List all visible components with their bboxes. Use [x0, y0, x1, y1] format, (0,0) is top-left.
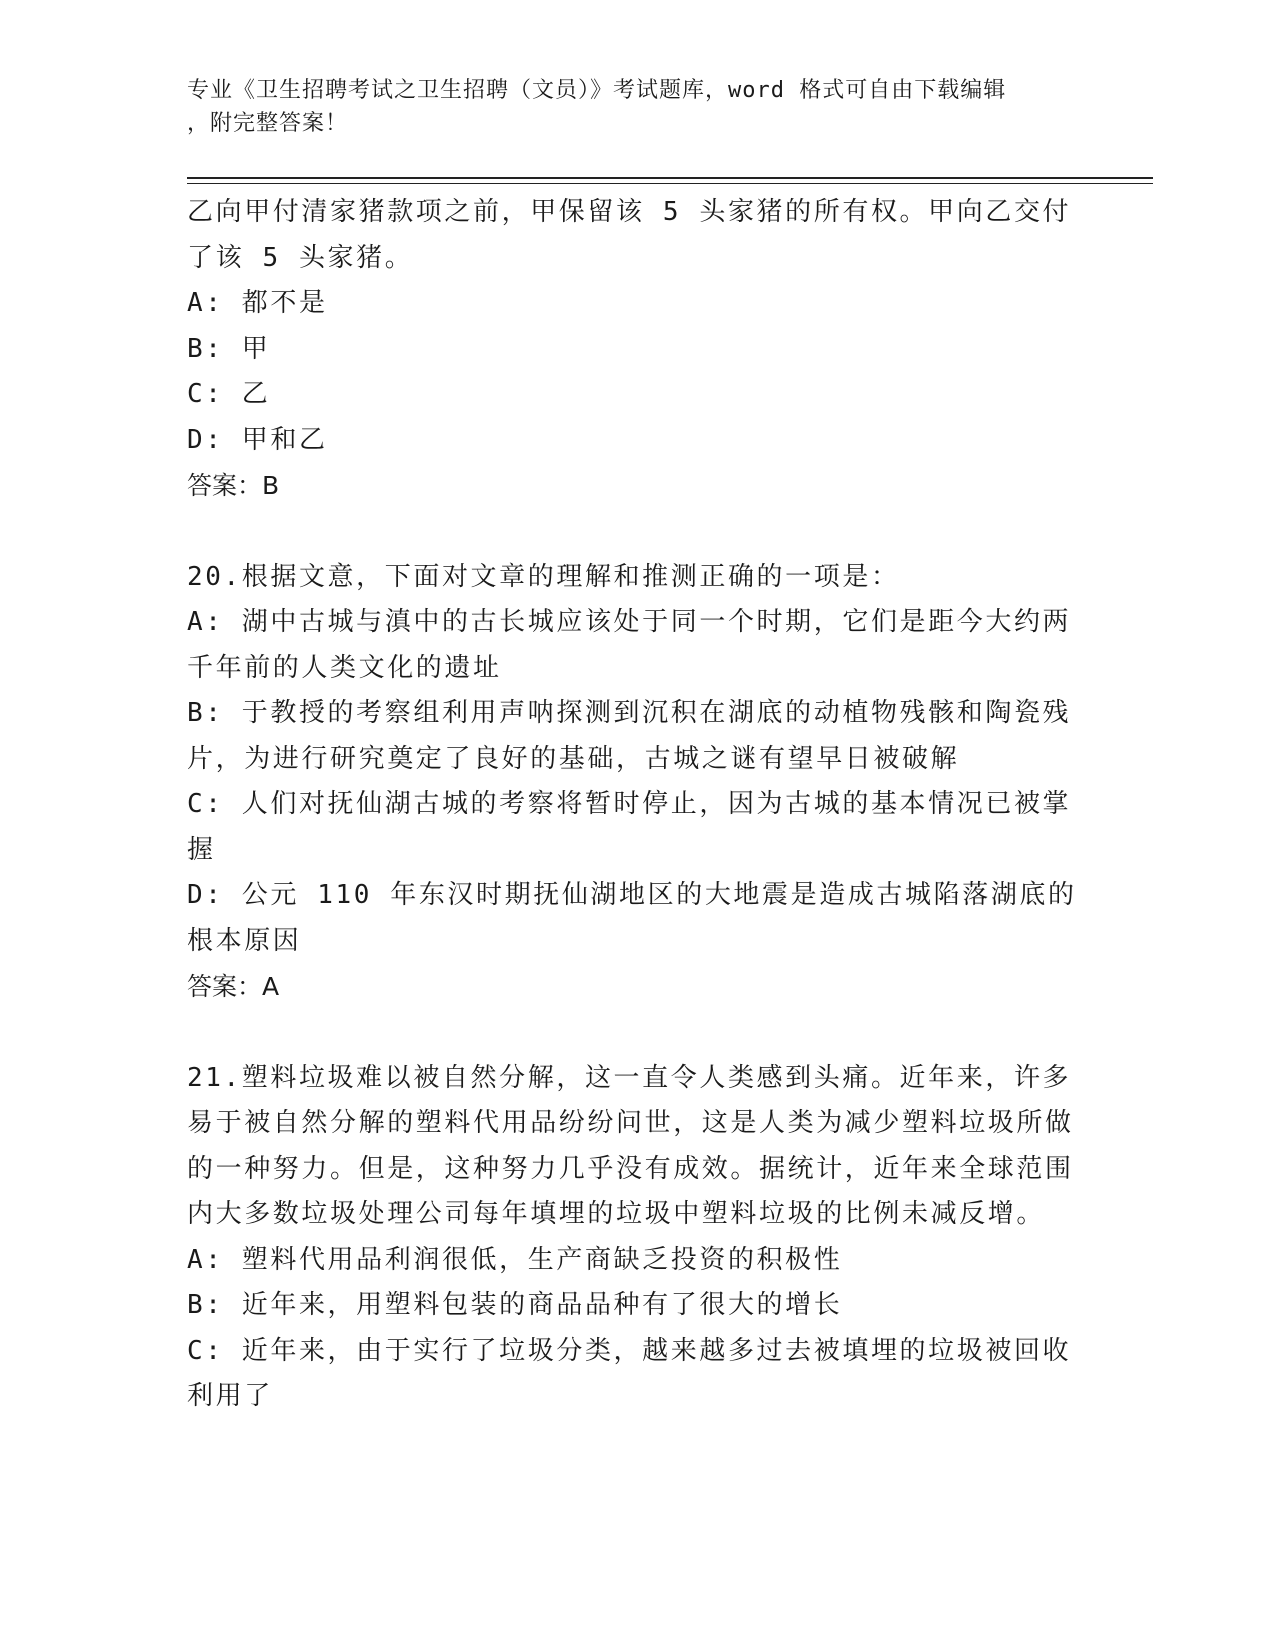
option-a: A: 都不是 [187, 288, 328, 318]
spacer [187, 1010, 1077, 1056]
question-21 [187, 1056, 1077, 1420]
question-20 [187, 555, 1077, 1010]
header-divider [187, 177, 1153, 179]
question-stem: 21.塑料垃圾难以被自然分解，这一直令人类感到头痛。近年来，许多易于被自然分解的塑料代用品纷纷问世，这是人类为减少塑料垃圾所做的一种努力。但是，这种努力几乎没有成效。据统计，近年来全球范围内大多数垃圾处理公司每年填埋的垃圾中塑料垃圾的比例未减反增。 [187, 1062, 1074, 1229]
header-divider-thin [187, 183, 1153, 184]
option-b: B: 甲 [187, 333, 271, 364]
option-d: D: 甲和乙 [187, 424, 328, 455]
document-body [187, 190, 1077, 1420]
option-a: A: 湖中古城与滇中的古长城应该处于同一个时期，它们是距今大约两千年前的人类文化的遗址 [187, 607, 1072, 683]
header-line-2: ，附完整答案！ [187, 111, 349, 136]
option-c: C: 人们对抚仙湖古城的考察将暂时停止，因为古城的基本情况已被掌握 [187, 789, 1072, 865]
question-19 [187, 190, 1077, 509]
spacer [187, 509, 1077, 555]
header-line-1: 专业《卫生招聘考试之卫生招聘（文员）》考试题库，word 格式可自由下载编辑 [187, 78, 1007, 103]
option-c: C: 乙 [187, 379, 271, 409]
option-a: A: 塑料代用品利润很低，生产商缺乏投资的积极性 [187, 1244, 843, 1275]
option-d: D: 公元 110 年东汉时期抚仙湖地区的大地震是造成古城陷落湖底的根本原因 [187, 880, 1077, 956]
question-stem: 20.根据文意，下面对文章的理解和推测正确的一项是： [187, 561, 900, 592]
page-header [187, 74, 1067, 140]
option-b: B: 于教授的考察组利用声呐探测到沉积在湖底的动植物残骸和陶瓷残片，为进行研究奠定了良好的基础，古城之谜有望早日被破解 [187, 698, 1072, 774]
answer: 答案：A [187, 972, 280, 1001]
option-b: B: 近年来，用塑料包装的商品品种有了很大的增长 [187, 1290, 843, 1320]
option-c: C: 近年来，由于实行了垃圾分类，越来越多过去被填埋的垃圾被回收利用了 [187, 1335, 1072, 1411]
question-stem-continued: 乙向甲付清家猪款项之前，甲保留该 5 头家猪的所有权。甲向乙交付了该 5 头家猪。 [187, 197, 1072, 273]
answer: 答案：B [187, 471, 280, 500]
